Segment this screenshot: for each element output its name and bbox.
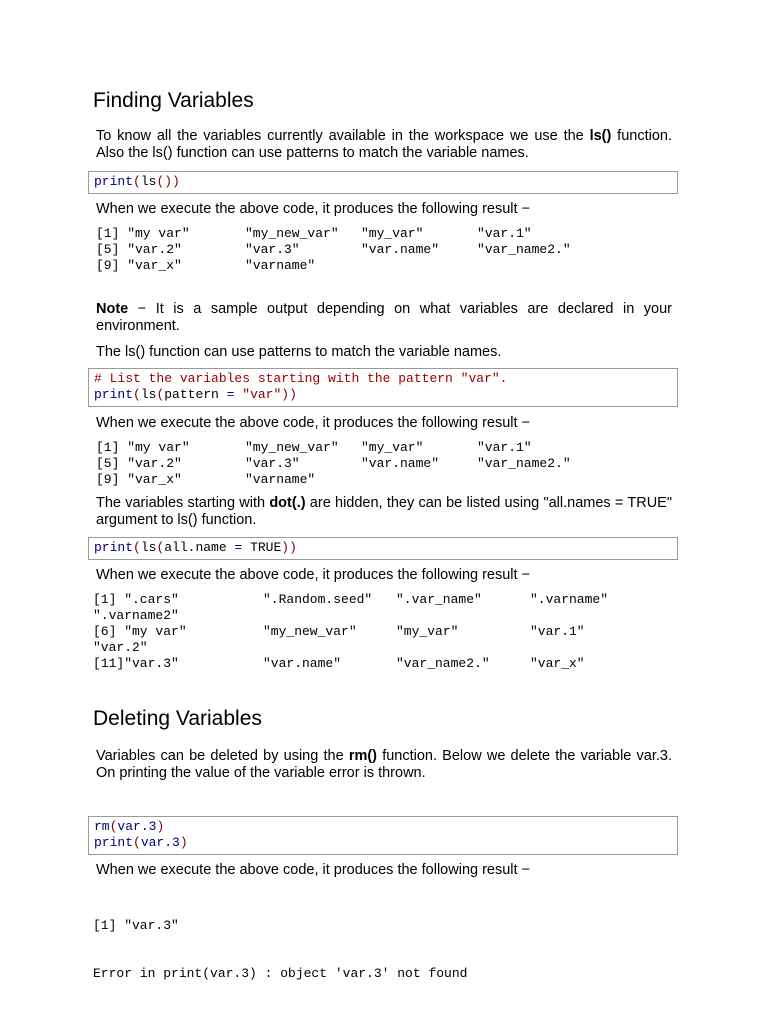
output-row-wrap: "var.2"	[93, 640, 148, 655]
dot-paragraph: The variables starting with dot(.) are hidden, they can be listed using "all.names = TRUE" argument to ls() function.	[96, 495, 672, 528]
output-row: [5] "var.2" "var.3" "var.name" "var_name2."	[96, 242, 571, 257]
output-row: [5] "var.2" "var.3" "var.name" "var_name2."	[96, 456, 571, 471]
output-row: [1] ".cars" ".Random.seed" ".var_name" ".varname"	[93, 592, 609, 607]
heading-finding-variables: Finding Variables	[93, 89, 254, 112]
output-block-1	[96, 226, 676, 274]
finding-intro-paragraph: To know all the variables currently available in the workspace we use the ls() function. Also the ls() function can use patterns to match the variable names.	[96, 128, 672, 161]
code-block-rm: rm(var.3) print(var.3)	[88, 816, 678, 855]
output-row: [6] "my var" "my_new_var" "my_var" "var.1"	[93, 624, 585, 639]
deleting-intro-paragraph: Variables can be deleted by using the rm() function. Below we delete the variable var.3. On printing the value of the variable error is thrown.	[96, 748, 672, 781]
output-block-4	[93, 886, 467, 1014]
result-label-3: When we execute the above code, it produces the following result −	[96, 567, 531, 583]
output-row: [11]"var.3" "var.name" "var_name2." "var_x"	[93, 656, 585, 671]
output-block-2	[96, 440, 676, 488]
patterns-paragraph: The ls() function can use patterns to match the variable names.	[96, 344, 502, 360]
output-row: [1] "var.3"	[93, 918, 179, 933]
code-block-ls-pattern: # List the variables starting with the pattern "var". print(ls(pattern = "var"))	[88, 368, 678, 407]
code-block-ls: print(ls())	[88, 171, 678, 194]
output-row-wrap: ".varname2"	[93, 608, 179, 623]
error-message: Error in print(var.3) : object 'var.3' not found	[93, 966, 468, 981]
output-block-3	[93, 592, 683, 672]
output-row: [9] "var_x" "varname"	[96, 472, 316, 487]
heading-deleting-variables: Deleting Variables	[93, 707, 262, 730]
output-row: [1] "my var" "my_new_var" "my_var" "var.1"	[96, 226, 532, 241]
code-block-ls-all-names: print(ls(all.name = TRUE))	[88, 537, 678, 560]
code-comment: # List the variables starting with the pattern "var".	[94, 371, 508, 386]
output-row: [1] "my var" "my_new_var" "my_var" "var.1"	[96, 440, 532, 455]
result-label-4: When we execute the above code, it produces the following result −	[96, 862, 531, 878]
result-label-2: When we execute the above code, it produces the following result −	[96, 415, 531, 431]
result-label-1: When we execute the above code, it produces the following result −	[96, 201, 531, 217]
output-row: [9] "var_x" "varname"	[96, 258, 316, 273]
note-paragraph: Note − It is a sample output depending on what variables are declared in your environment.	[96, 301, 672, 334]
